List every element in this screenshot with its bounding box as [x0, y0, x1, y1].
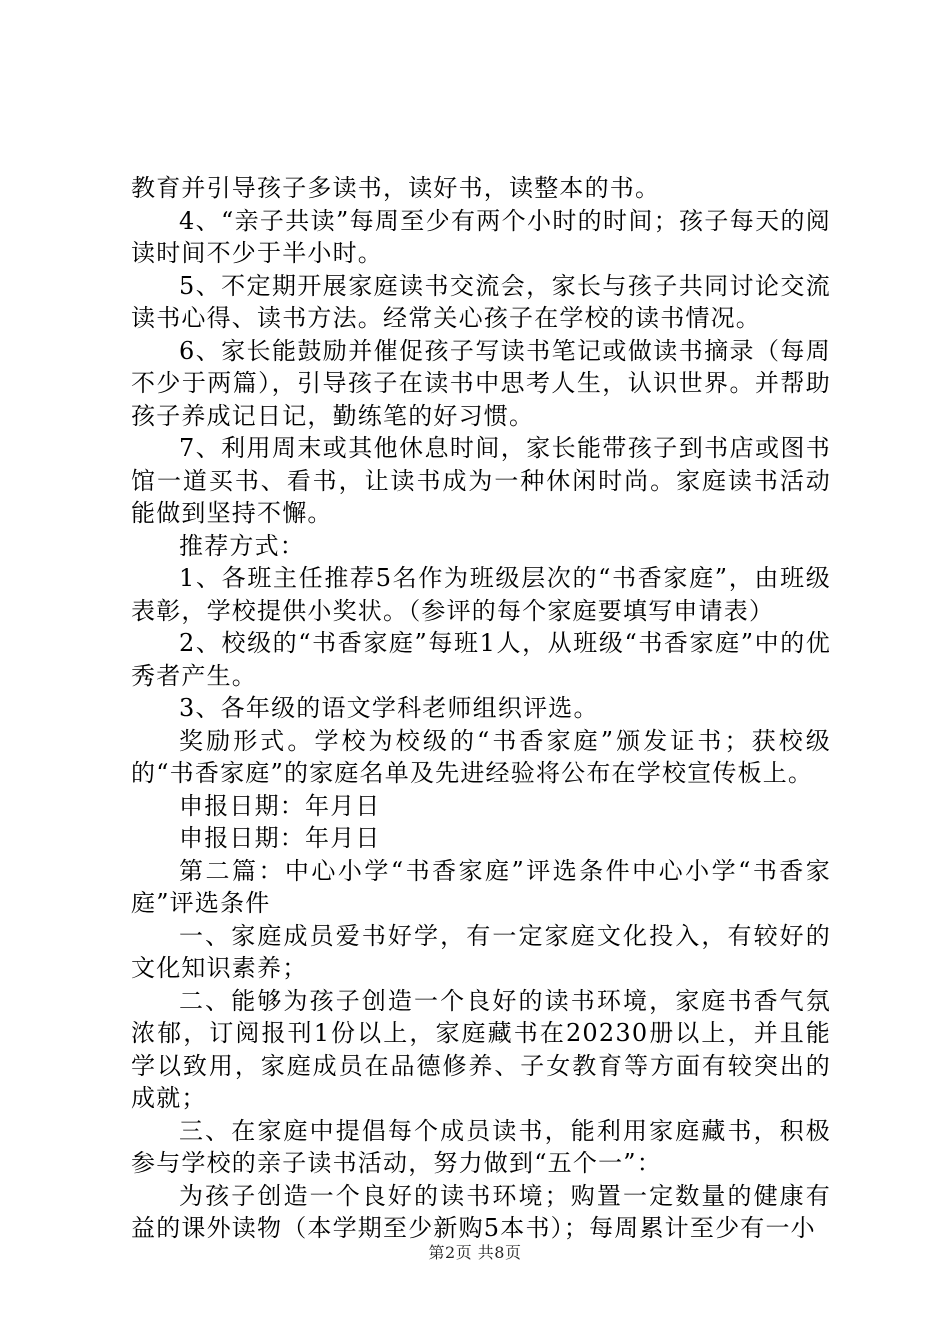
paragraph-2: 5、不定期开展家庭读书交流会，家长与孩子共同讨论交流读书心得、读书方法。经常关心孩子在学校的读书情况。: [131, 271, 831, 332]
paragraph-1: 4、“亲子共读”每周至少有两个小时的时间；孩子每天的阅读时间不少于半小时。: [131, 206, 831, 267]
page-number-footer: 第2页 共8页: [428, 1243, 522, 1262]
paragraph-7: 2、校级的“书香家庭”每班1人，从班级“书香家庭”中的优秀者产生。: [131, 629, 831, 690]
paragraph-13: 一、家庭成员爱书好学，有一定家庭文化投入，有较好的文化知识素养；: [131, 921, 831, 982]
paragraph-16: 为孩子创造一个良好的读书环境；购置一定数量的健康有益的课外读物（本学期至少新购5本书）；每周累计至少有一小: [131, 1181, 831, 1242]
paragraph-0: 教育并引导孩子多读书，读好书，读整本的书。: [131, 174, 661, 202]
paragraph-8: 3、各年级的语文学科老师组织评选。: [179, 694, 599, 722]
report-date-1: 申报日期：年月日: [179, 791, 381, 820]
section-heading-part-two: 第二篇：中心小学“书香家庭”评选条件中心小学“书香家庭”评选条件: [131, 856, 831, 917]
document-body: [131, 172, 831, 1245]
paragraph-9: 奖励形式。学校为校级的“书香家庭”颁发证书；获校级的“书香家庭”的家庭名单及先进经验将公布在学校宣传板上。: [131, 726, 831, 787]
paragraph-15: 三、在家庭中提倡每个成员读书，能利用家庭藏书，积极参与学校的亲子读书活动，努力做到“五个一”：: [131, 1116, 831, 1177]
paragraph-4: 7、利用周末或其他休息时间，家长能带孩子到书店或图书馆一道买书、看书，让读书成为一种休闲时尚。家庭读书活动能做到坚持不懈。: [131, 434, 831, 527]
paragraph-14: 二、能够为孩子创造一个良好的读书环境，家庭书香气氛浓郁，订阅报刊1份以上，家庭藏书在20230册以上，并且能学以致用，家庭成员在品德修养、子女教育等方面有较突出的成就；: [131, 986, 831, 1112]
report-date-2: 申报日期：年月日: [179, 824, 381, 852]
paragraph-6: 1、各班主任推荐5名作为班级层次的“书香家庭”，由班级表彰，学校提供小奖状。（参评的每个家庭要填写申请表）: [131, 564, 831, 625]
paragraph-3: 6、家长能鼓励并催促孩子写读书笔记或做读书摘录（每周不少于两篇），引导孩子在读书中思考人生，认识世界。并帮助孩子养成记日记，勤练笔的好习惯。: [131, 336, 831, 430]
section-heading-recommendation: 推荐方式：: [179, 531, 305, 560]
